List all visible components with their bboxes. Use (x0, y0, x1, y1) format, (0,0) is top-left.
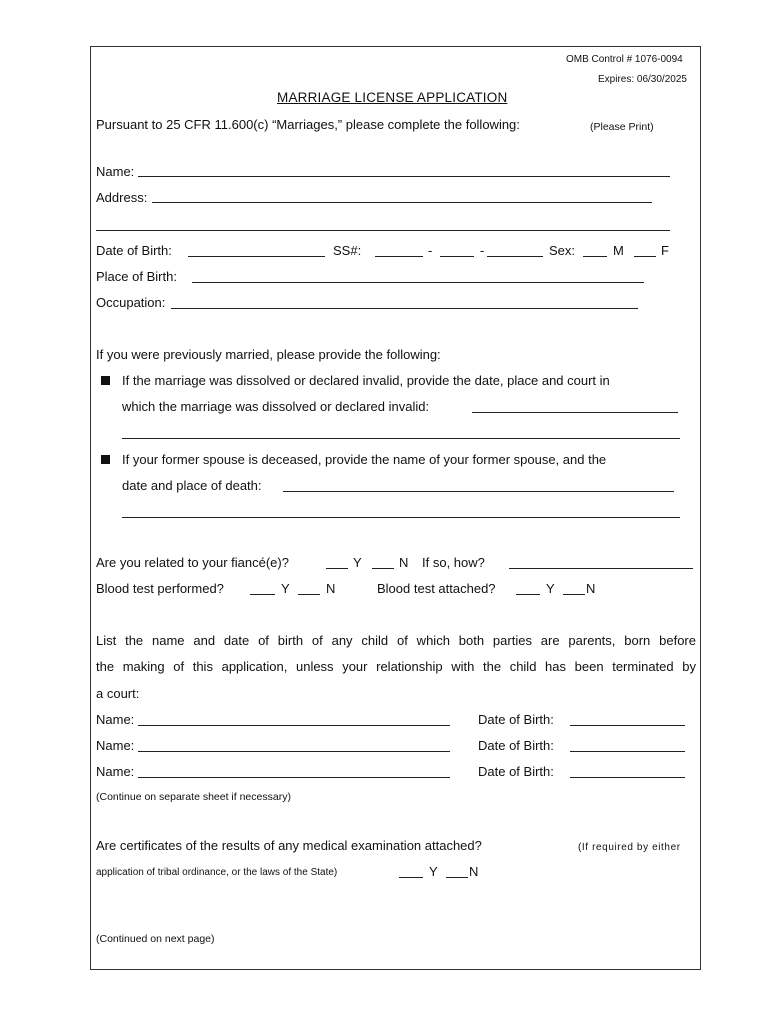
blood-test-attached-question: Blood test attached? (377, 581, 496, 596)
sex-label: Sex: (549, 243, 576, 258)
dissolved-marriage-field[interactable] (472, 412, 678, 413)
continue-separate-sheet-note: (Continue on separate sheet if necessary) (96, 791, 291, 803)
related-no-label: N (399, 555, 409, 570)
sex-f-label: F (661, 243, 669, 258)
child-3-dob-label: Date of Birth: (478, 764, 554, 779)
related-yes-label: Y (353, 555, 362, 570)
children-instruction-line-3: a court: (96, 686, 140, 701)
dissolved-marriage-instruction-cont: which the marriage was dissolved or declared invalid: (122, 399, 430, 414)
child-1-dob-label: Date of Birth: (478, 712, 554, 727)
dissolved-marriage-instruction: If the marriage was dissolved or declared invalid, provide the date, place and court in (122, 373, 610, 388)
intro-text: Pursuant to 25 CFR 11.600(c) “Marriages,” please complete the following: (96, 117, 520, 132)
blood-performed-yes-label: Y (281, 581, 290, 596)
place-of-birth-label: Place of Birth: (96, 269, 177, 284)
medical-no-label: N (469, 864, 479, 879)
omb-control-number: OMB Control # 1076-0094 (566, 54, 683, 65)
previous-marriage-intro: If you were previously married, please provide the following: (96, 347, 441, 362)
blood-attached-yes-label: Y (546, 581, 555, 596)
medical-yes-label: Y (429, 864, 438, 879)
occupation-field[interactable] (171, 308, 638, 309)
children-instruction-line-2: the making of this application, unless your relationship with the child has been terminated by (96, 659, 696, 674)
address-field[interactable] (152, 202, 652, 203)
child-3-name-label: Name: (96, 764, 135, 779)
sex-m-label: M (613, 243, 624, 258)
dob-label: Date of Birth: (96, 243, 172, 258)
child-2-dob-field[interactable] (570, 751, 685, 752)
please-print-note: (Please Print) (590, 121, 654, 133)
address-label: Address: (96, 190, 148, 205)
address-field-line-2[interactable] (96, 230, 670, 231)
name-field[interactable] (138, 176, 670, 177)
occupation-label: Occupation: (96, 295, 166, 310)
child-1-dob-field[interactable] (570, 725, 685, 726)
expiration-date: Expires: 06/30/2025 (598, 74, 687, 85)
ss-field-part-2[interactable] (440, 256, 474, 257)
blood-performed-no-label: N (326, 581, 336, 596)
child-1-name-label: Name: (96, 712, 135, 727)
ss-dash-2: - (480, 243, 485, 258)
bullet-icon (101, 455, 110, 464)
child-3-name-field[interactable] (138, 777, 450, 778)
related-no-field[interactable] (372, 568, 394, 569)
sex-f-field[interactable] (634, 256, 656, 257)
sex-m-field[interactable] (583, 256, 607, 257)
blood-attached-yes-field[interactable] (516, 594, 540, 595)
medical-certificates-question: Are certificates of the results of any medical examination attached? (96, 838, 482, 853)
ss-field-part-3[interactable] (487, 256, 543, 257)
deceased-spouse-field[interactable] (283, 491, 674, 492)
continued-next-page-note: (Continued on next page) (96, 933, 215, 945)
dissolved-marriage-field-line-2[interactable] (122, 438, 680, 439)
deceased-spouse-instruction-cont: date and place of death: (122, 478, 262, 493)
name-label: Name: (96, 164, 135, 179)
related-how-field[interactable] (509, 568, 693, 569)
child-1-name-field[interactable] (138, 725, 450, 726)
child-2-name-field[interactable] (138, 751, 450, 752)
dob-field[interactable] (188, 256, 325, 257)
deceased-spouse-field-line-2[interactable] (122, 517, 680, 518)
blood-test-performed-question: Blood test performed? (96, 581, 224, 596)
bullet-icon (101, 376, 110, 385)
child-2-name-label: Name: (96, 738, 135, 753)
child-2-dob-label: Date of Birth: (478, 738, 554, 753)
children-instruction-line-1: List the name and date of birth of any child of which both parties are parents, born before (96, 633, 696, 648)
ss-dash-1: - (428, 243, 433, 258)
deceased-spouse-instruction: If your former spouse is deceased, provide the name of your former spouse, and the (122, 452, 607, 467)
related-yes-field[interactable] (326, 568, 348, 569)
medical-yes-field[interactable] (399, 877, 423, 878)
blood-attached-no-field[interactable] (563, 594, 585, 595)
related-question: Are you related to your fiancé(e)? (96, 555, 289, 570)
blood-performed-no-field[interactable] (298, 594, 320, 595)
child-3-dob-field[interactable] (570, 777, 685, 778)
form-border (90, 46, 701, 970)
ss-field-part-1[interactable] (375, 256, 423, 257)
form-title: MARRIAGE LICENSE APPLICATION (277, 90, 508, 105)
blood-attached-no-label: N (586, 581, 596, 596)
related-how-label: If so, how? (422, 555, 485, 570)
medical-note: (If required by either (578, 842, 681, 853)
ss-label: SS#: (333, 243, 362, 258)
blood-performed-yes-field[interactable] (250, 594, 275, 595)
place-of-birth-field[interactable] (192, 282, 644, 283)
medical-note-cont: application of tribal ordinance, or the laws of the State) (96, 867, 338, 878)
medical-no-field[interactable] (446, 877, 468, 878)
